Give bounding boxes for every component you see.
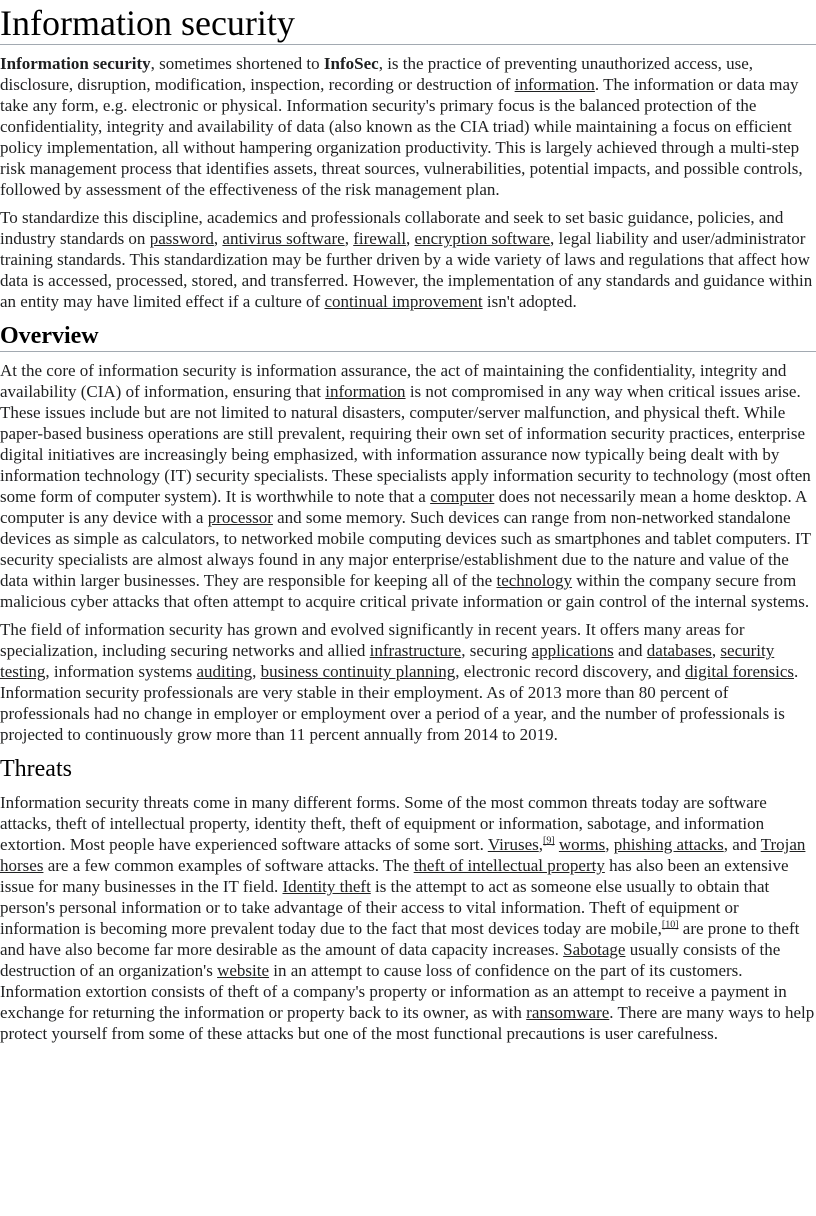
text: . There are many ways to help protect yourself from some of these attacks but one of the most functional precautions is user carefulness.	[0, 1003, 815, 1043]
link-worms[interactable]: worms	[558, 835, 606, 854]
link-identity-theft[interactable]: Identity theft	[282, 877, 371, 896]
text: ,	[605, 835, 614, 854]
section-heading-overview: Overview	[0, 322, 816, 352]
link-information[interactable]: information	[514, 75, 595, 94]
text: ,	[406, 229, 415, 248]
text: are prone to theft and have also become far more desirable as the amount of data capacity increases.	[0, 919, 800, 959]
text: ,	[711, 641, 721, 660]
link-business-continuity-planning[interactable]: business continuity planning	[260, 662, 456, 681]
overview-paragraph-1	[0, 360, 816, 612]
section-heading-threats: Threats	[0, 756, 72, 782]
text: The field of information security has grown and evolved significantly in recent years. It offers many areas for specialization, including securing networks and allied	[0, 620, 745, 660]
link-ransomware[interactable]: ransomware	[526, 1003, 610, 1022]
text: and some memory. Such devices can range from non-networked standalone devices as simple as calculators, to networked mobile computing devices such as smartphones and tablet computers. IT security specialists are almost always found in any major enterprise/establishment due to the nature and value of the data within larger businesses. They are responsible for keeping all of the	[0, 508, 811, 590]
link-password[interactable]: password	[149, 229, 214, 248]
term-information-security: Information security	[0, 54, 151, 73]
reference-link-9[interactable]: [9]	[542, 835, 555, 847]
text: in an attempt to cause loss of confidence on the part of its customers. Information extortion consists of theft of a company's property or information as an attempt to receive a payment in exchange for returning the information or property back to its owner, as with	[0, 961, 787, 1022]
link-technology[interactable]: technology	[496, 571, 573, 590]
link-phishing-attacks[interactable]: phishing attacks	[613, 835, 724, 854]
reference-10[interactable]	[662, 919, 679, 930]
link-processor[interactable]: processor	[207, 508, 273, 527]
link-website[interactable]: website	[217, 961, 270, 980]
text: ,	[252, 662, 261, 681]
text: isn't adopted.	[482, 292, 577, 311]
text: within the company secure from malicious cyber attacks that often attempt to acquire critical private information or gain control of the internal systems.	[0, 571, 810, 611]
term-infosec: InfoSec	[323, 54, 379, 73]
link-information[interactable]: information	[325, 382, 406, 401]
intro-paragraph-1	[0, 53, 816, 200]
text: Information security threats come in many different forms. Some of the most common threats today are software attacks, theft of intellectual property, identity theft, theft of equipment or information, sabotage, and information extortion. Most people have experienced software attacks of some sort.	[0, 793, 767, 854]
text: ,	[344, 229, 354, 248]
link-computer[interactable]: computer	[430, 487, 495, 506]
text: , is the practice of preventing unauthorized access, use, disclosure, disruption, modification, inspection, recording or destruction of	[0, 54, 754, 94]
text: , sometimes shortened to	[150, 54, 324, 73]
text: , electronic record discovery, and	[455, 662, 685, 681]
text: , and	[723, 835, 761, 854]
link-databases[interactable]: databases	[646, 641, 712, 660]
page-title: Information security	[0, 3, 816, 45]
intro-paragraph-2	[0, 207, 816, 312]
link-firewall[interactable]: firewall	[353, 229, 407, 248]
overview-paragraph-2	[0, 619, 816, 745]
text: and	[613, 641, 647, 660]
article	[0, 3, 816, 1044]
text: is not compromised in any way when critical issues arise. These issues include but are not limited to natural disasters, computer/server malfunction, and physical theft. While paper-based business operations are still prevalent, requiring their own set of information security practices, enterprise digital initiatives are increasingly being emphasized, with information assurance now typically being dealt with by information technology (IT) security specialists. These specialists apply information security to technology (most often some form of computer system). It is worthwhile to note that a	[0, 382, 811, 506]
text: , information systems	[45, 662, 197, 681]
link-antivirus-software[interactable]: antivirus software	[222, 229, 345, 248]
text: usually consists of the destruction of an organization's	[0, 940, 781, 980]
text: has also been an extensive issue for many businesses in the IT field.	[0, 856, 789, 896]
link-viruses[interactable]: Viruses	[487, 835, 539, 854]
link-encryption-software[interactable]: encryption software	[414, 229, 551, 248]
link-sabotage[interactable]: Sabotage	[563, 940, 626, 959]
text: , securing	[461, 641, 532, 660]
text: are a few common examples of software attacks. The	[43, 856, 414, 875]
text: At the core of information security is information assurance, the act of maintaining the confidentiality, integrity and availability (CIA) of information, ensuring that	[0, 361, 787, 401]
link-continual-improvement[interactable]: continual improvement	[324, 292, 483, 311]
link-security-testing[interactable]: security testing	[0, 641, 775, 681]
text: , legal liability and user/administrator training standards. This standardization may be further driven by a wide variety of laws and regulations that affect how data is accessed, processed, stored, and transferred. However, the implementation of any standards and guidance within an entity may have limited effect if a culture of	[0, 229, 813, 311]
text: does not necessarily mean a home desktop. A computer is any device with a	[0, 487, 807, 527]
text: ,	[538, 835, 543, 854]
link-theft-of-intellectual-property[interactable]: theft of intellectual property	[413, 856, 605, 875]
reference-9[interactable]	[543, 835, 555, 846]
link-infrastructure[interactable]: infrastructure	[369, 641, 462, 660]
text: To standardize this discipline, academics and professionals collaborate and seek to set basic guidance, policies, and industry standards on	[0, 208, 784, 248]
link-trojan-horses[interactable]: Trojan horses	[0, 835, 806, 875]
link-applications[interactable]: applications	[531, 641, 614, 660]
reference-link-10[interactable]: [10]	[661, 919, 679, 931]
text: . Information security professionals are very stable in their employment. As of 2013 more than 80 percent of professionals had no change in employer or employment over a period of a year, and the number of professionals is projected to continuously grow more than 11 percent annually from 2014 to 2019.	[0, 662, 799, 744]
threats-paragraph-1	[0, 792, 816, 1044]
link-auditing[interactable]: auditing	[196, 662, 253, 681]
text: ,	[213, 229, 223, 248]
text: is the attempt to act as someone else usually to obtain that person's personal information or to take advantage of their access to vital information. Theft of equipment or information is becoming more prevalent today due to the fact that most devices today are mobile,	[0, 877, 770, 938]
link-digital-forensics[interactable]: digital forensics	[684, 662, 794, 681]
text: . The information or data may take any form, e.g. electronic or physical. Information security's primary focus is the balanced protection of the confidentiality, integrity and availability of data (also known as the CIA triad) while maintaining a focus on efficient policy implementation, all without hampering organization productivity. This is largely achieved through a multi-step risk management process that identifies assets, threat sources, vulnerabilities, potential impacts, and possible controls, followed by assessment of the effectiveness of the risk management plan.	[0, 75, 803, 199]
